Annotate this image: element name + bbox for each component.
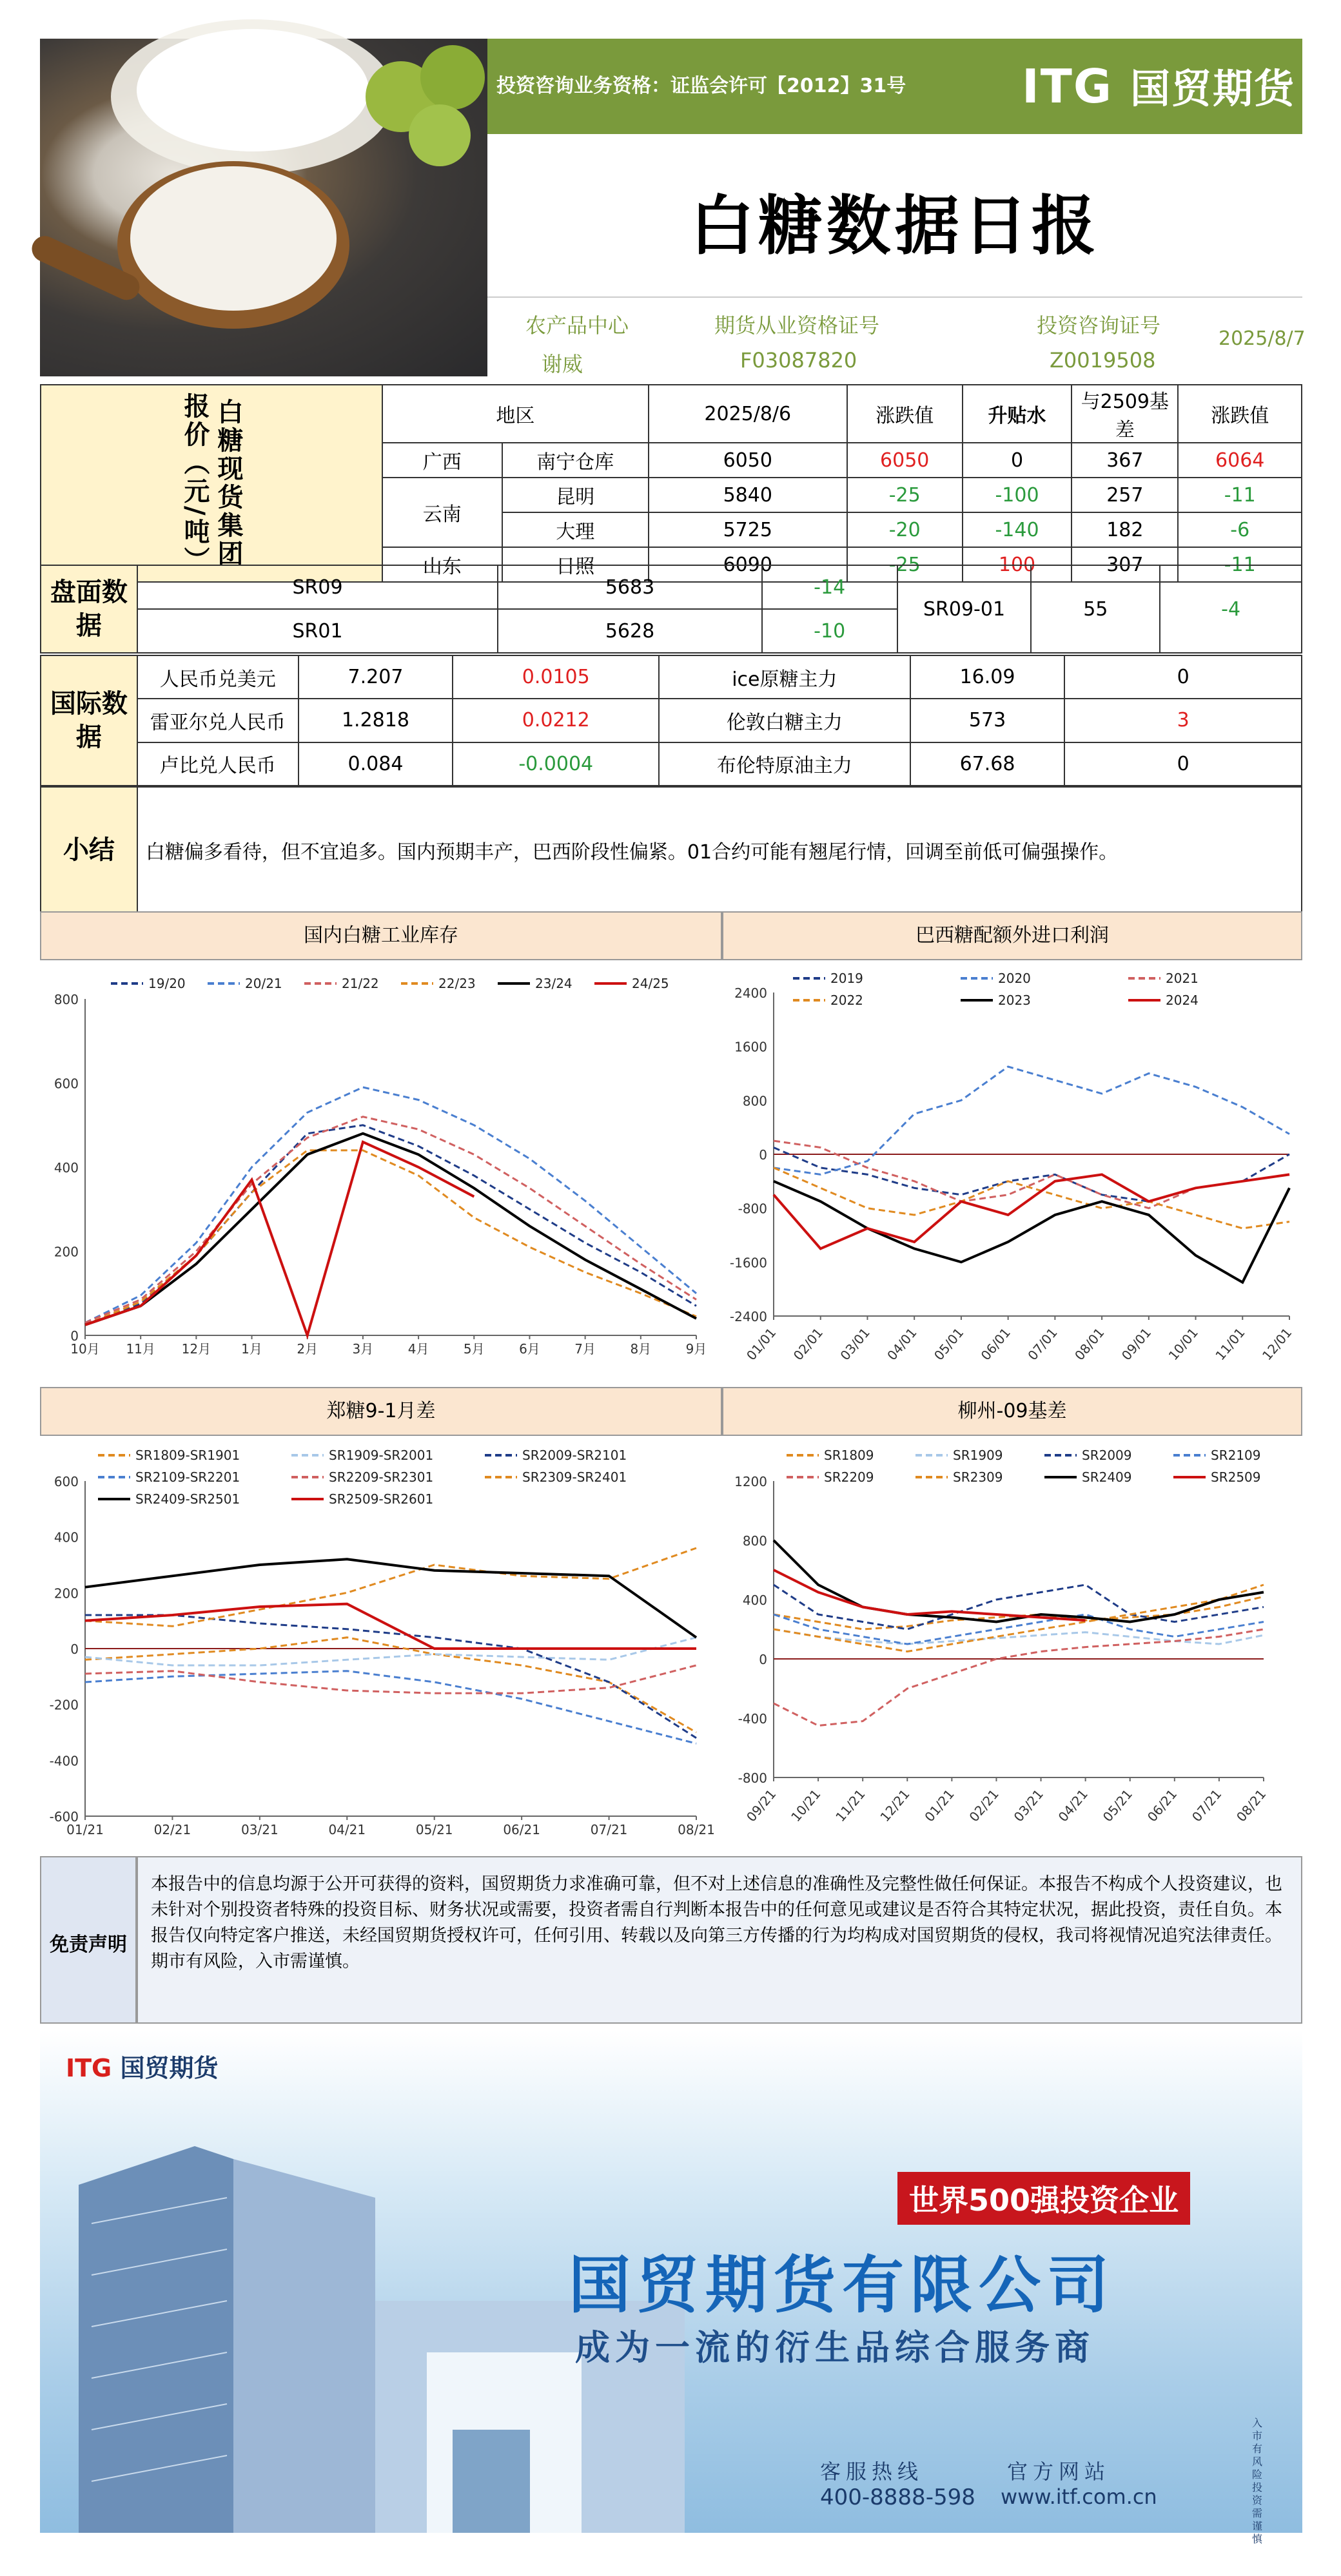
inventory-chart — [40, 960, 722, 1387]
contract-cell: SR09 — [137, 565, 498, 609]
chart-title: 柳州-09基差 — [722, 1387, 1302, 1436]
city-cell: 大理 — [502, 512, 649, 547]
y-tick-label: 2400 — [734, 985, 767, 1001]
table-row — [41, 699, 1302, 742]
x-tick-label: 02/21 — [966, 1786, 1002, 1825]
col-region: 地区 — [382, 385, 649, 443]
chart-title: 国内白糖工业库存 — [40, 911, 722, 960]
y-tick-label: -1600 — [729, 1255, 767, 1271]
y-tick-label: -400 — [738, 1711, 767, 1727]
fx-name-cell: 卢比兑人民币 — [137, 742, 299, 786]
y-tick-label: -2400 — [729, 1309, 767, 1324]
x-tick-label: 11/21 — [832, 1786, 868, 1825]
market-name-cell: 伦敦白糖主力 — [659, 699, 910, 742]
legend-label: 21/22 — [342, 976, 379, 991]
table-row — [41, 655, 1302, 699]
legend-label: 2021 — [1166, 971, 1199, 986]
x-tick-label: 4月 — [407, 1341, 429, 1357]
col-basis: 与2509基差 — [1072, 385, 1178, 443]
x-tick-label: 12/01 — [1258, 1324, 1295, 1364]
banner-logo: ITG 国贸期货 — [66, 2054, 219, 2082]
legend-label: 2019 — [830, 971, 863, 986]
fx-value-cell: 0.084 — [299, 742, 453, 786]
x-tick-label: 12月 — [181, 1341, 211, 1357]
price-cell: 6050 — [649, 443, 847, 478]
x-tick-label: 05/01 — [930, 1324, 967, 1364]
y-tick-label: -600 — [49, 1809, 79, 1825]
fx-name-cell: 雷亚尔兑人民币 — [137, 699, 299, 742]
x-tick-label: 3月 — [352, 1341, 374, 1357]
legend-label: 2020 — [998, 971, 1031, 986]
fx-change-cell: 0.0105 — [453, 655, 659, 699]
y-tick-label: 0 — [70, 1641, 79, 1657]
legend-label: SR2109-SR2201 — [135, 1469, 240, 1485]
x-tick-label: 11/01 — [1212, 1324, 1248, 1364]
series-line — [774, 1181, 1289, 1283]
intl-table — [40, 655, 1302, 786]
import-profit-chart — [722, 960, 1302, 1387]
x-tick-label: 10月 — [70, 1341, 100, 1357]
summary-table — [40, 786, 1302, 914]
y-tick-label: 600 — [54, 1474, 79, 1489]
y-tick-label: 0 — [759, 1652, 767, 1667]
x-tick-label: 01/01 — [743, 1324, 779, 1364]
series-line — [85, 1638, 696, 1732]
disk-table — [40, 565, 1302, 654]
legend-label: SR2309 — [953, 1469, 1003, 1485]
x-tick-label: 11月 — [126, 1341, 155, 1357]
city-cell: 日照 — [502, 547, 649, 582]
y-tick-label: 600 — [54, 1076, 79, 1092]
disclaimer-label-box — [40, 1856, 137, 2024]
market-name-cell: ice原糖主力 — [659, 655, 910, 699]
legend-label: 2022 — [830, 993, 863, 1008]
table-row — [41, 565, 1302, 609]
y-tick-label: 800 — [54, 992, 79, 1007]
x-tick-label: 02/01 — [790, 1324, 827, 1364]
spot-section-label: 白糖现货集团报价（元/吨） — [41, 385, 382, 582]
market-change-cell: 0 — [1064, 742, 1302, 786]
legend-label: 19/20 — [148, 976, 186, 991]
legend-label: SR2109 — [1211, 1448, 1261, 1463]
series-line — [85, 1150, 696, 1325]
fx-value-cell: 7.207 — [299, 655, 453, 699]
change-cell: -20 — [847, 512, 963, 547]
x-tick-label: 03/21 — [1010, 1786, 1046, 1825]
legend-label: 24/25 — [632, 976, 669, 991]
basis-change-cell: 6064 — [1178, 443, 1302, 478]
legend-label: 2023 — [998, 993, 1031, 1008]
badge-fortune500: 世界500强投资企业 — [897, 2172, 1190, 2225]
basis-cell: 257 — [1072, 478, 1178, 512]
legend-label: 2024 — [1166, 993, 1199, 1008]
market-value-cell: 573 — [910, 699, 1065, 742]
fx-change-cell: 0.0212 — [453, 699, 659, 742]
x-tick-label: 09/21 — [743, 1786, 779, 1825]
x-tick-label: 10/21 — [788, 1786, 824, 1825]
company-slogan: 成为一流的衍生品综合服务商 — [575, 2327, 1095, 2368]
y-tick-label: 1600 — [734, 1039, 767, 1055]
change-cell: -25 — [847, 478, 963, 512]
chart-title: 郑糖9-1月差 — [40, 1387, 722, 1436]
premium-cell: 0 — [963, 443, 1072, 478]
x-tick-label: 04/01 — [884, 1324, 920, 1364]
x-tick-label: 06/21 — [1144, 1786, 1180, 1825]
price-cell: 5628 — [498, 609, 762, 653]
legend-label: SR2009 — [1082, 1448, 1132, 1463]
series-line — [774, 1585, 1264, 1629]
summary-text: 白糖偏多看待，但不宜追多。国内预期丰产，巴西阶段性偏紧。01合约可能有翘尾行情，回调至前低可偏强操作。 — [137, 787, 1302, 913]
legend-label: SR2309-SR2401 — [522, 1469, 627, 1485]
qualification-text: 投资咨询业务资格：证监会许可【2012】31号 — [496, 75, 906, 97]
y-tick-label: -800 — [738, 1201, 767, 1217]
series-line — [774, 1570, 1086, 1620]
series-line — [774, 1629, 1264, 1726]
consult-number: Z0019508 — [1050, 348, 1156, 373]
city-cell: 昆明 — [502, 478, 649, 512]
series-line — [774, 1540, 1264, 1622]
x-tick-label: 08/21 — [678, 1822, 715, 1837]
legend-label: 23/24 — [535, 976, 573, 991]
legend-label: SR2209-SR2301 — [329, 1469, 434, 1485]
y-tick-label: -200 — [49, 1697, 79, 1713]
y-tick-label: 1200 — [734, 1474, 767, 1489]
province-cell: 云南 — [382, 478, 502, 547]
header-photo — [40, 39, 487, 376]
fx-value-cell: 1.2818 — [299, 699, 453, 742]
change-cell: -25 — [847, 547, 963, 582]
province-cell: 广西 — [382, 443, 502, 478]
y-tick-label: 800 — [742, 1533, 767, 1549]
x-tick-label: 2月 — [297, 1341, 318, 1357]
series-line — [85, 1671, 696, 1744]
x-tick-label: 05/21 — [1099, 1786, 1136, 1825]
price-cell: 6090 — [649, 547, 847, 582]
series-line — [85, 1087, 696, 1322]
basis-change-cell: -11 — [1178, 478, 1302, 512]
chart-title: 巴西糖配额外进口利润 — [722, 911, 1302, 960]
table-row — [41, 742, 1302, 786]
y-tick-label: -800 — [738, 1770, 767, 1786]
hotline-label: 客服热线 — [820, 2459, 924, 2484]
series-line — [85, 1638, 696, 1665]
y-tick-label: 400 — [54, 1529, 79, 1545]
report-date: 2025/8/7 — [1219, 327, 1306, 350]
market-name-cell: 布伦特原油主力 — [659, 742, 910, 786]
basis-cell: 307 — [1072, 547, 1178, 582]
analyst-name: 谢威 — [542, 352, 583, 376]
legend-label: SR2409 — [1082, 1469, 1132, 1485]
legend-label: SR2209 — [824, 1469, 874, 1485]
spread-chart — [40, 1436, 722, 1848]
price-cell: 5683 — [498, 565, 762, 609]
disclaimer-label: 免责声明 — [50, 1933, 127, 1956]
basis-change-cell: -11 — [1178, 547, 1302, 582]
y-tick-label: 400 — [742, 1593, 767, 1608]
contract-cell: SR01 — [137, 609, 498, 653]
disclaimer-text: 本报告中的信息均源于公开可获得的资料，国贸期货力求准确可靠，但不对上述信息的准确性及完整性做任何保证。本报告不构成个人投资建议，也未针对个别投资者特殊的投资目标、财务状况或需要，投资者需自行判断本报告中的任何意见或建议是否符合其特定状况，据此投资，责任自负。本报告仅向特定客户推送，未经国贸期货授权许可，任何引用、转载以及向第三方传播的行为均构成对国贸期货的侵权，我司将视情况追究法律责任。期市有风险，入市需谨慎。 — [137, 1856, 1302, 2024]
x-tick-label: 03/01 — [837, 1324, 873, 1364]
consult-label: 投资咨询证号 — [1037, 313, 1161, 338]
series-line — [774, 1067, 1289, 1174]
footer-banner — [40, 2030, 1302, 2545]
x-tick-label: 12/21 — [877, 1786, 913, 1825]
series-line — [85, 1604, 696, 1649]
site-url: www.itf.com.cn — [1001, 2484, 1157, 2509]
fx-name-cell: 人民币兑美元 — [137, 655, 299, 699]
x-tick-label: 04/21 — [328, 1822, 366, 1837]
spread-name-cell: SR09-01 — [897, 565, 1032, 653]
spread-change-cell: -4 — [1160, 565, 1302, 653]
x-tick-label: 01/21 — [921, 1786, 957, 1825]
change-cell: -10 — [762, 609, 897, 653]
change-cell: 6050 — [847, 443, 963, 478]
risk-note: 入市有风险 投资需谨慎 — [1252, 2417, 1263, 2545]
x-tick-label: 01/21 — [66, 1822, 104, 1837]
intl-section-label: 国际数据 — [41, 655, 137, 786]
x-tick-label: 9月 — [685, 1341, 707, 1357]
series-line — [85, 1117, 696, 1323]
legend-label: SR2409-SR2501 — [135, 1491, 240, 1507]
sugar-spoon-illustration — [40, 39, 487, 376]
premium-cell: -100 — [963, 478, 1072, 512]
site-label: 官方网站 — [1007, 2459, 1111, 2484]
summary-label: 小结 — [41, 787, 137, 913]
province-cell: 山东 — [382, 547, 502, 582]
cert-label: 期货从业资格证号 — [714, 313, 880, 338]
premium-cell: -140 — [963, 512, 1072, 547]
market-value-cell: 16.09 — [910, 655, 1065, 699]
x-tick-label: 07/01 — [1024, 1324, 1061, 1364]
hotline-number: 400-8888-598 — [820, 2484, 975, 2510]
x-tick-label: 07/21 — [590, 1822, 628, 1837]
y-tick-label: 0 — [70, 1328, 79, 1344]
x-tick-label: 7月 — [574, 1341, 596, 1357]
market-change-cell: 3 — [1064, 699, 1302, 742]
x-tick-label: 04/21 — [1055, 1786, 1091, 1825]
city-cell: 南宁仓库 — [502, 443, 649, 478]
company-name: 国贸期货有限公司 — [569, 2249, 1115, 2321]
change-cell: -14 — [762, 565, 897, 609]
y-tick-label: 800 — [742, 1093, 767, 1109]
col-change: 涨跌值 — [847, 385, 963, 443]
spot-table — [40, 384, 1302, 583]
basis-change-cell: -6 — [1178, 512, 1302, 547]
x-tick-label: 8月 — [630, 1341, 652, 1357]
col-basis-change: 涨跌值 — [1178, 385, 1302, 443]
legend-label: SR1909 — [953, 1448, 1003, 1463]
disk-section-label: 盘面数据 — [41, 565, 137, 653]
x-tick-label: 02/21 — [153, 1822, 191, 1837]
x-tick-label: 05/21 — [415, 1822, 453, 1837]
itg-logo: ITG 国贸期货 — [1022, 59, 1296, 113]
y-tick-label: 400 — [54, 1160, 79, 1176]
x-tick-label: 6月 — [519, 1341, 540, 1357]
x-tick-label: 1月 — [241, 1341, 262, 1357]
series-line — [85, 1665, 696, 1693]
x-tick-label: 07/21 — [1188, 1786, 1225, 1825]
basis-cell: 182 — [1072, 512, 1178, 547]
x-tick-label: 09/01 — [1118, 1324, 1155, 1364]
y-tick-label: -400 — [49, 1753, 79, 1769]
legend-label: 22/23 — [438, 976, 476, 991]
x-tick-label: 08/01 — [1072, 1324, 1108, 1364]
legend-label: SR1809 — [824, 1448, 874, 1463]
price-cell: 5725 — [649, 512, 847, 547]
market-change-cell: 0 — [1064, 655, 1302, 699]
spread-value-cell: 55 — [1031, 565, 1160, 653]
series-line — [774, 1148, 1289, 1202]
x-tick-label: 06/21 — [503, 1822, 540, 1837]
x-tick-label: 06/01 — [977, 1324, 1014, 1364]
y-tick-label: 200 — [54, 1585, 79, 1602]
x-tick-label: 03/21 — [241, 1822, 279, 1837]
legend-label: SR2009-SR2101 — [522, 1448, 627, 1463]
basis-cell: 367 — [1072, 443, 1178, 478]
x-tick-label: 5月 — [463, 1341, 485, 1357]
legend-label: SR2509 — [1211, 1469, 1261, 1485]
col-premium: 升贴水 — [963, 385, 1072, 443]
legend-label: SR2509-SR2601 — [329, 1491, 434, 1507]
cert-number: F03087820 — [740, 348, 857, 373]
legend-label: SR1909-SR2001 — [329, 1448, 434, 1463]
price-cell: 5840 — [649, 478, 847, 512]
legend-label: 20/21 — [245, 976, 282, 991]
premium-cell: 100 — [963, 547, 1072, 582]
legend-label: SR1809-SR1901 — [135, 1448, 240, 1463]
y-tick-label: 200 — [54, 1244, 79, 1260]
market-value-cell: 67.68 — [910, 742, 1065, 786]
col-date: 2025/8/6 — [649, 385, 847, 443]
y-tick-label: 0 — [759, 1147, 767, 1163]
dept-label: 农产品中心 — [525, 313, 629, 338]
x-tick-label: 08/21 — [1233, 1786, 1269, 1825]
series-line — [85, 1615, 696, 1738]
basis-chart — [722, 1436, 1302, 1848]
x-tick-label: 10/01 — [1165, 1324, 1201, 1364]
report-title: 白糖数据日报 — [690, 188, 1100, 264]
fx-change-cell: -0.0004 — [453, 742, 659, 786]
